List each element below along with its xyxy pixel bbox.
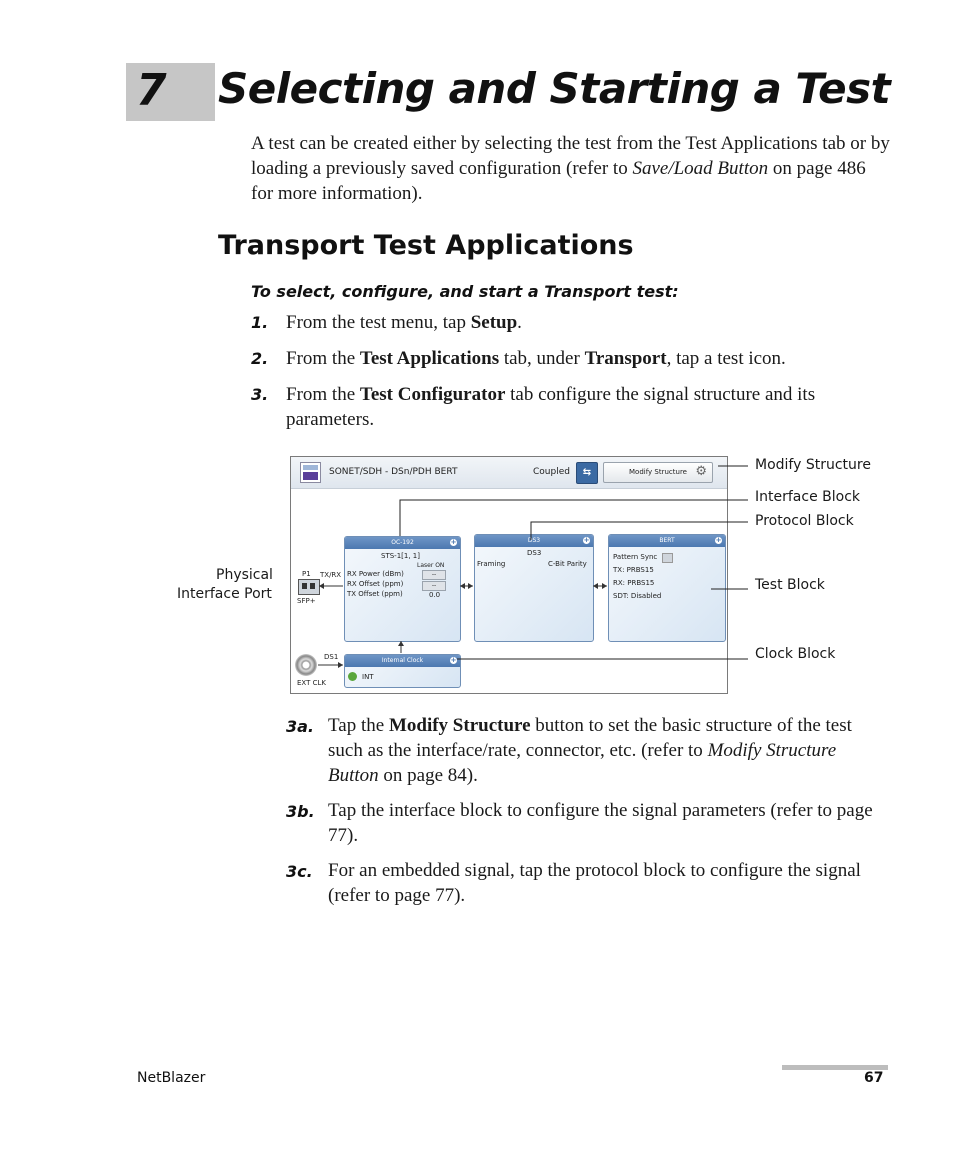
test-block-title: BERT: [609, 535, 725, 547]
expand-icon[interactable]: +: [715, 536, 722, 544]
port-type: SFP+: [297, 597, 316, 605]
protocol-block-title: DS3: [475, 535, 593, 547]
txrx-label: TX/RX: [320, 571, 342, 579]
footer-product: NetBlazer: [137, 1070, 206, 1086]
framing-value: C-Bit Parity: [548, 560, 587, 568]
modify-structure-link[interactable]: Modify Structure Button: [328, 740, 837, 786]
step-number: 3.: [251, 385, 269, 404]
clock-block-title: Internal Clock: [345, 655, 460, 667]
callout-modify-structure: Modify Structure: [755, 457, 871, 473]
coupled-toggle-icon[interactable]: ⇆: [576, 462, 598, 484]
interface-value: 0.0: [429, 591, 441, 599]
coupled-label: Coupled: [533, 467, 570, 477]
port-label: P1: [302, 570, 311, 578]
callout-test-block: Test Block: [755, 577, 825, 593]
step-number: 2.: [251, 349, 269, 368]
figure-connectors: [291, 457, 727, 693]
test-configurator-figure: [290, 456, 728, 694]
callout-interface-port: Interface Port: [177, 586, 272, 602]
modify-structure-label: Modify Structure: [629, 468, 687, 476]
procedure-title: To select, configure, and start a Transport test:: [251, 282, 679, 301]
interface-row: TX Offset (ppm): [347, 590, 403, 598]
chapter-number-box: [126, 63, 215, 121]
substep-number: 3c.: [286, 862, 313, 881]
expand-icon[interactable]: +: [450, 538, 457, 546]
chapter-title: Selecting and Starting a Test: [218, 64, 891, 113]
ext-clock-label: EXT CLK: [297, 679, 326, 687]
substep-text: For an embedded signal, tap the protocol block to configure the signal (refer to page 77).: [328, 860, 861, 906]
test-row: TX: PRBS15: [613, 566, 654, 574]
test-title: SONET/SDH - DSn/PDH BERT: [329, 467, 458, 477]
step-text: From the Test Configurator tab configure the signal structure and its parameters.: [286, 384, 816, 430]
protocol-sub: DS3: [527, 549, 542, 557]
substep-number: 3b.: [286, 802, 315, 821]
intro-paragraph: [251, 131, 891, 206]
interface-row: RX Power (dBm): [347, 570, 404, 578]
clock-signal-label: DS1: [324, 653, 339, 661]
substep-number: 3a.: [286, 717, 315, 736]
chapter-number: 7: [136, 65, 167, 116]
page-number: 67: [864, 1070, 884, 1086]
interface-value: --: [422, 581, 446, 591]
clock-value: INT: [362, 673, 374, 681]
callout-clock-block: Clock Block: [755, 646, 836, 662]
test-row: RX: PRBS15: [613, 579, 655, 587]
substep-text: Tap the Modify Structure button to set the basic structure of the test such as the interface/rate, connector, etc. (refer to Modify Structure Button on page 84).: [328, 715, 852, 786]
interface-value: --: [422, 570, 446, 580]
interface-row: RX Offset (ppm): [347, 580, 404, 588]
framing-label: Framing: [477, 560, 506, 568]
callout-interface-block: Interface Block: [755, 489, 860, 505]
interface-block-title: OC-192: [345, 537, 460, 549]
substep-text: Tap the interface block to configure the signal parameters (refer to page 77).: [328, 800, 873, 846]
intro-text: A test can be created either by selecting the test from the Test Applications tab or by loading a previously saved configuration (refer to: [251, 133, 890, 179]
callout-physical: Physical: [216, 567, 273, 583]
gear-icon: ⚙: [695, 464, 707, 479]
callout-protocol-block: Protocol Block: [755, 513, 854, 529]
step-number: 1.: [251, 313, 269, 332]
interface-sub: STS-1[1, 1]: [381, 552, 420, 560]
section-title: Transport Test Applications: [218, 230, 634, 261]
test-row: Pattern Sync: [613, 553, 658, 561]
test-row: SDT: Disabled: [613, 592, 662, 600]
step-text: From the Test Applications tab, under Transport, tap a test icon.: [286, 348, 786, 369]
laser-status: Laser ON: [417, 562, 445, 569]
intro-link[interactable]: Save/Load Button: [632, 158, 769, 179]
intro-text-end: on page 486 for more information).: [251, 158, 866, 204]
step-text: From the test menu, tap Setup.: [286, 312, 522, 333]
expand-icon[interactable]: +: [583, 536, 590, 544]
expand-icon[interactable]: +: [450, 656, 457, 664]
